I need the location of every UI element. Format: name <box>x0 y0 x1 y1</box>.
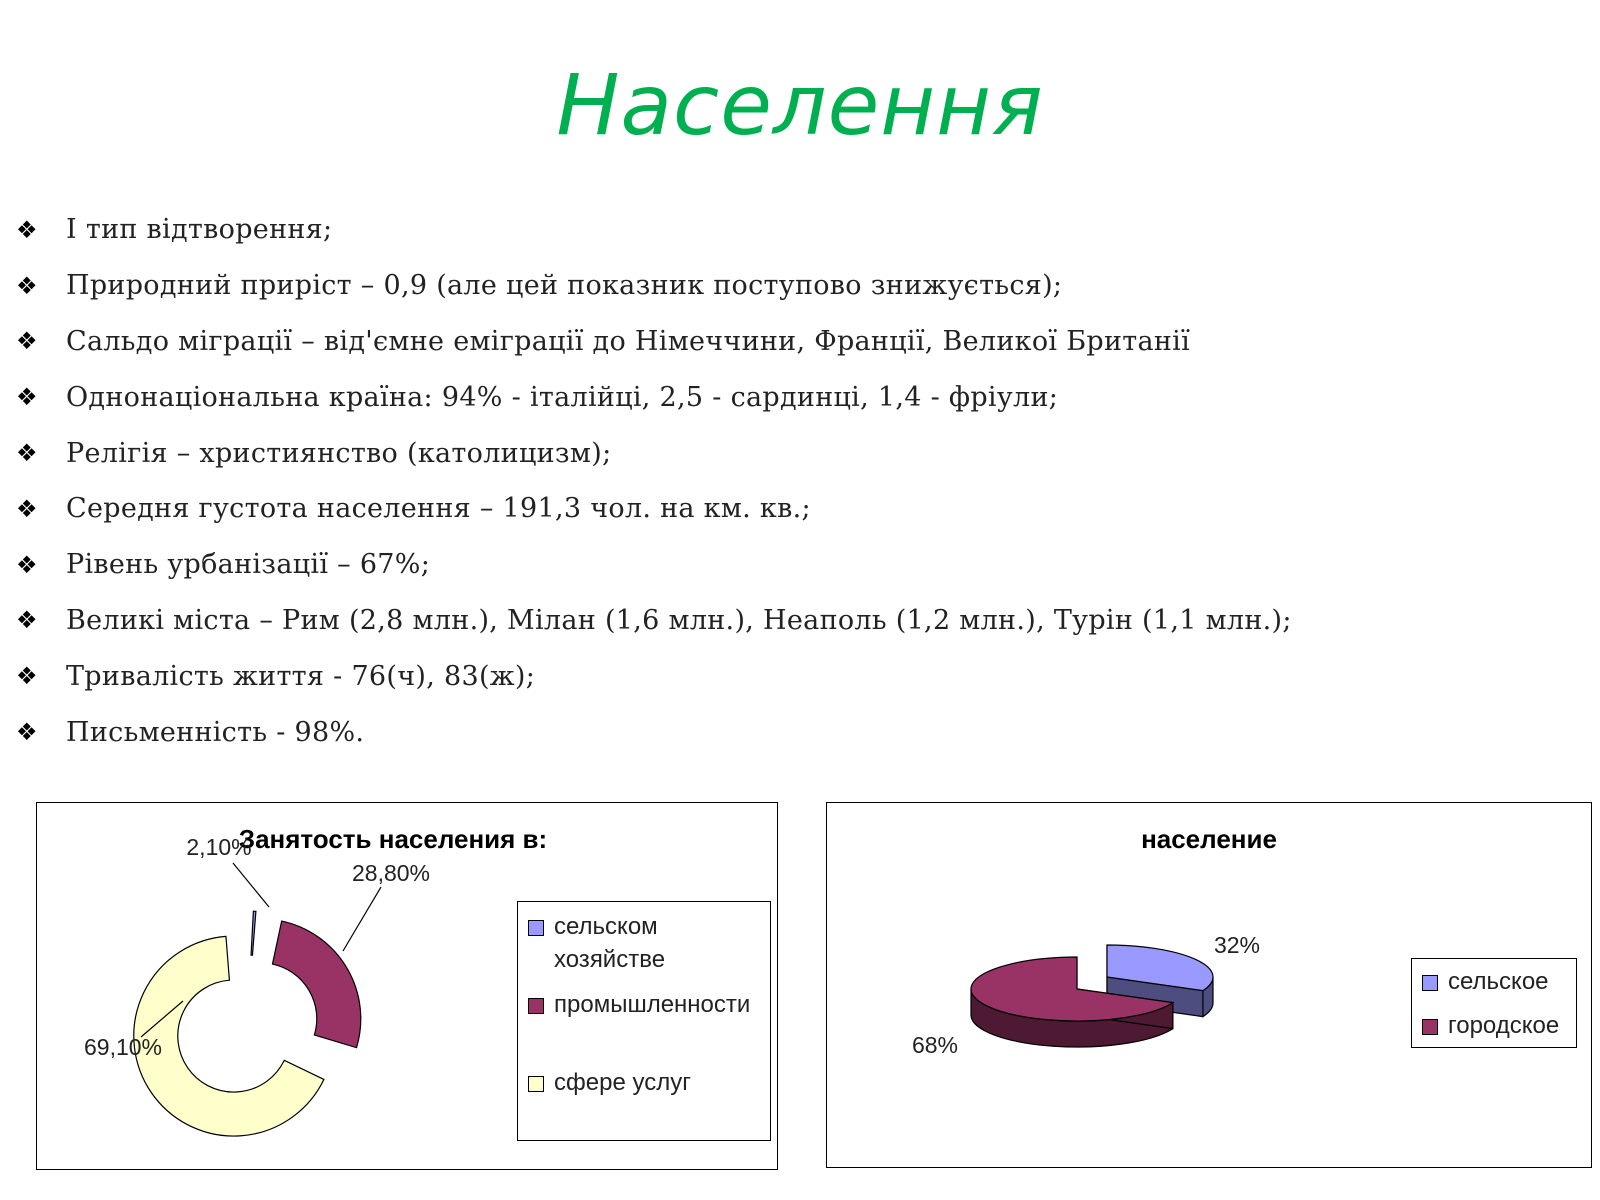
four-diamond-bullet-icon: ❖ <box>16 718 38 747</box>
data-label: 28,80% <box>351 860 431 886</box>
bullet-text: Тривалість життя - 76(ч), 83(ж); <box>66 660 536 692</box>
population-chart <box>826 802 1592 1168</box>
data-label: 32% <box>1213 932 1261 958</box>
bullet-item <box>16 425 1292 481</box>
legend-label: городское <box>1448 1012 1560 1039</box>
bullet-text: Середня густота населення – 191,3 чол. на км. кв.; <box>66 493 811 525</box>
bullet-item <box>16 593 1292 649</box>
legend-item <box>528 992 750 1021</box>
bullet-text: Сальдо міграції – від'ємне еміграції до Німеччини, Франції, Великої Британії <box>66 325 1191 357</box>
bullet-item <box>16 704 1292 760</box>
bullet-item <box>16 481 1292 537</box>
chart-title: население <box>1141 824 1277 854</box>
bullet-text: І тип відтворення; <box>66 214 333 246</box>
leader-line <box>343 887 381 951</box>
bullet-text: Рівень урбанізації – 67%; <box>66 549 431 581</box>
page-title: Населення <box>556 56 1044 154</box>
legend-swatch <box>528 998 544 1014</box>
data-label: 69,10% <box>83 1034 163 1060</box>
bullet-text: Однонаціональна країна: 94% - італійці, 2,5 - сардинці, 1,4 - фріули; <box>66 381 1059 413</box>
four-diamond-bullet-icon: ❖ <box>16 439 38 468</box>
legend-line: хозяйстве <box>554 946 666 973</box>
doughnut-segment <box>272 921 360 1048</box>
chart-title: Занятость населения в: <box>238 824 548 854</box>
legend-label: промышленности <box>554 991 751 1018</box>
four-diamond-bullet-icon: ❖ <box>16 215 38 244</box>
legend-item <box>528 1070 691 1099</box>
bullet-list <box>16 202 1292 760</box>
bullet-text: Великі міста – Рим (2,8 млн.), Мілан (1,6 млн.), Неаполь (1,2 млн.), Турін (1,1 млн.); <box>66 604 1292 636</box>
legend-label <box>554 910 665 976</box>
four-diamond-bullet-icon: ❖ <box>16 327 38 356</box>
bullet-text: Природний приріст – 0,9 (але цей показник поступово знижується); <box>66 270 1063 302</box>
chart-legend <box>517 901 771 1141</box>
four-diamond-bullet-icon: ❖ <box>16 550 38 579</box>
leader-line <box>233 863 269 907</box>
legend-swatch <box>1422 975 1438 991</box>
bullet-item <box>16 369 1292 425</box>
legend-label: сфере услуг <box>554 1069 691 1096</box>
employment-chart <box>36 802 778 1170</box>
four-diamond-bullet-icon: ❖ <box>16 383 38 412</box>
legend-line: сельском <box>554 913 658 940</box>
four-diamond-bullet-icon: ❖ <box>16 606 38 635</box>
four-diamond-bullet-icon: ❖ <box>16 271 38 300</box>
bullet-item <box>16 537 1292 593</box>
legend-swatch <box>528 920 544 936</box>
bullet-item <box>16 648 1292 704</box>
chart-legend <box>1411 958 1577 1048</box>
bullet-text: Письменність - 98%. <box>66 716 365 748</box>
legend-item <box>1422 1013 1559 1042</box>
legend-item <box>528 914 665 976</box>
legend-item <box>1422 969 1549 998</box>
doughnut-segment <box>251 911 256 955</box>
data-label: 2,10% <box>186 834 252 860</box>
four-diamond-bullet-icon: ❖ <box>16 662 38 691</box>
bullet-item <box>16 202 1292 258</box>
bullet-item <box>16 314 1292 370</box>
legend-swatch <box>1422 1019 1438 1035</box>
four-diamond-bullet-icon: ❖ <box>16 494 38 523</box>
legend-swatch <box>528 1076 544 1092</box>
bullet-text: Релігія – християнство (католицизм); <box>66 437 612 469</box>
data-label: 68% <box>911 1032 959 1058</box>
bullet-item <box>16 258 1292 314</box>
legend-label: сельское <box>1448 968 1549 995</box>
